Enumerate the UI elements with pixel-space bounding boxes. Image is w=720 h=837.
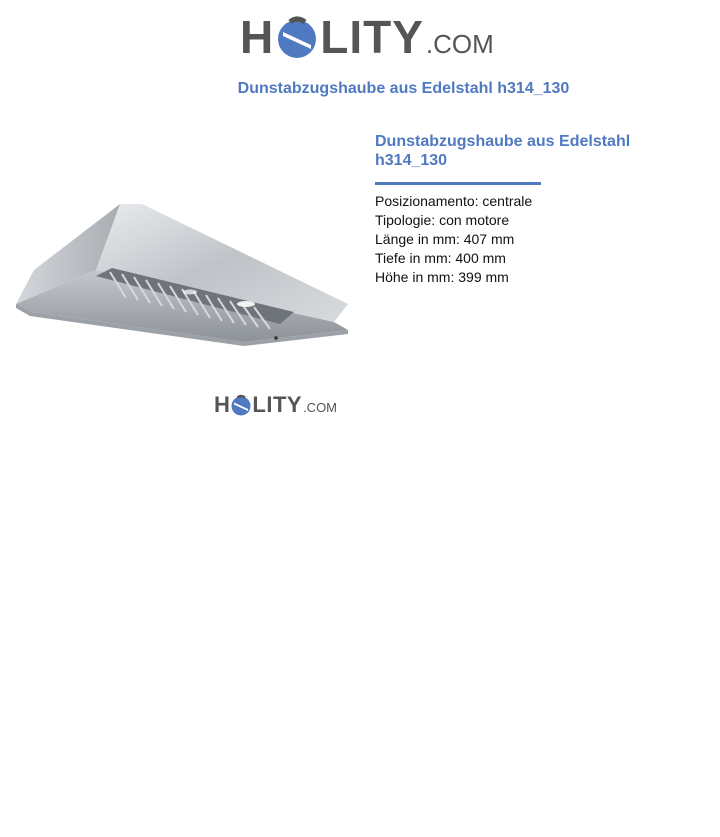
logo-small-o-mark-icon bbox=[230, 392, 252, 418]
page-title: Dunstabzugshaube aus Edelstahl h314_130 bbox=[237, 80, 570, 97]
spec-item-type: Tipologie: con motore bbox=[375, 212, 510, 228]
logo-small-text-lity: LITY bbox=[252, 392, 303, 417]
spec-item-height: Höhe in mm: 399 mm bbox=[375, 269, 509, 285]
logo-text-h: H bbox=[240, 11, 275, 63]
product-image-hood bbox=[14, 200, 352, 350]
logo-small-text-com: .COM bbox=[303, 400, 338, 415]
logo-text-lity: LITY bbox=[320, 11, 424, 63]
holity-logo-small bbox=[214, 392, 337, 418]
logo-o-mark-icon bbox=[275, 12, 319, 62]
holity-logo[interactable] bbox=[240, 12, 494, 62]
title-underline bbox=[375, 182, 541, 185]
spec-item-length: Länge in mm: 407 mm bbox=[375, 231, 515, 247]
logo-text-com: .COM bbox=[425, 29, 494, 59]
spec-item-positioning: Posizionamento: centrale bbox=[375, 193, 533, 209]
product-details bbox=[375, 132, 675, 287]
spec-item-depth: Tiefe in mm: 400 mm bbox=[375, 250, 506, 266]
product-title: Dunstabzugshaube aus Edelstahl h314_130 bbox=[375, 133, 631, 169]
spec-list bbox=[375, 192, 675, 287]
logo-small-text-h: H bbox=[214, 392, 231, 417]
